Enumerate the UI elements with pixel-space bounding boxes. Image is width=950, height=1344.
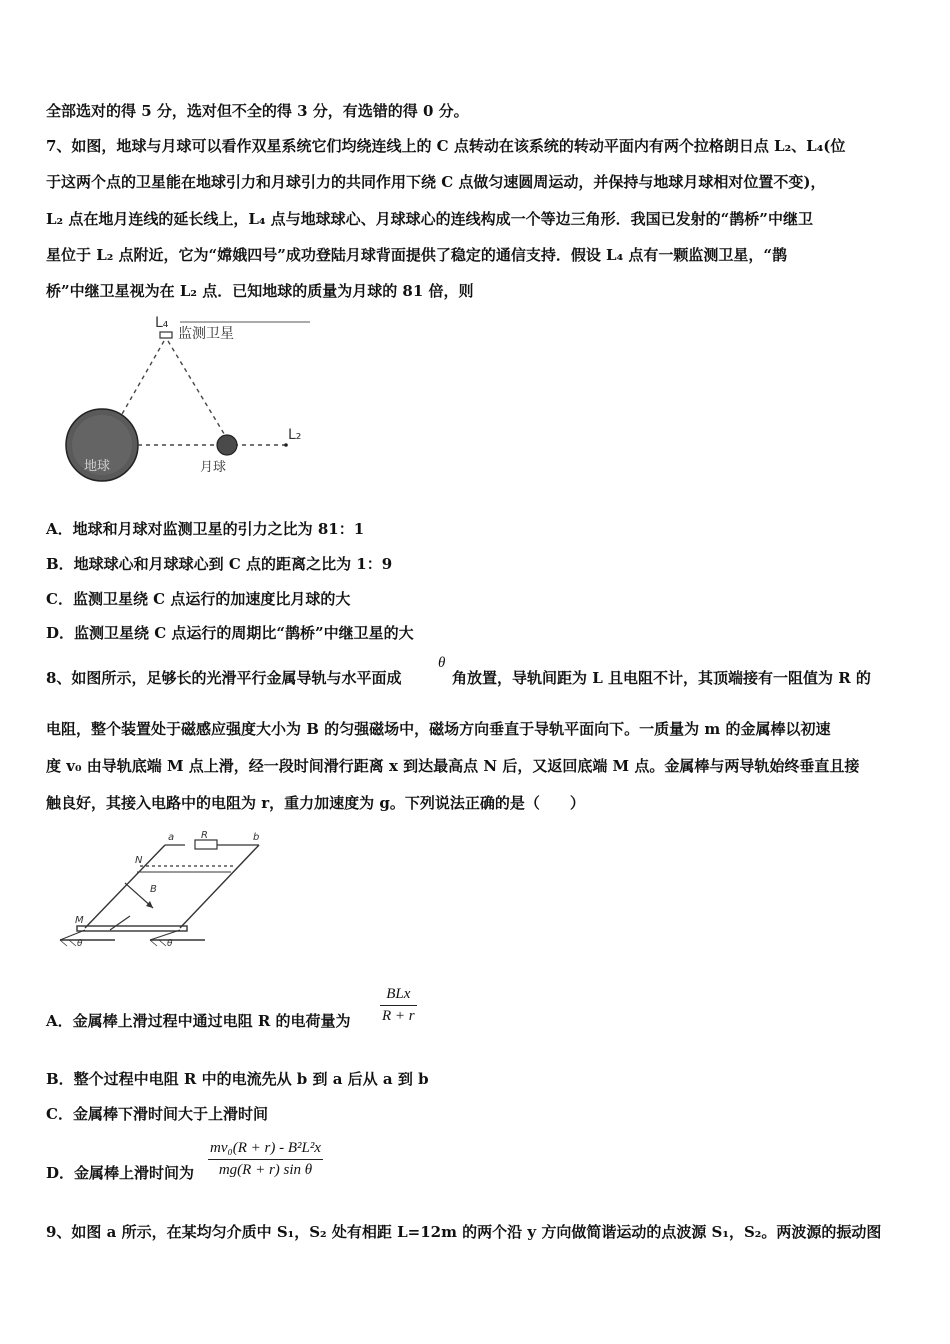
q7-text-line-4: 星位于 L₂ 点附近，它为“嫦娥四号”成功登陆月球背面提供了稳定的通信支持．假设 L₄ 点有一颗监测卫星，“鹊 [46, 246, 788, 264]
q8-option-a: A．金属棒上滑过程中通过电阻 R 的电荷量为 [46, 1012, 351, 1030]
moon-label: 月球 [200, 460, 227, 475]
inclined-rails-figure [55, 828, 280, 958]
satellite-icon [160, 332, 172, 338]
point-n-label: N [135, 855, 143, 866]
angle-theta-left: θ [77, 939, 83, 949]
monitor-satellite-label: 监测卫星 [178, 326, 234, 342]
q7-text-line-2: 于这两个点的卫星能在地球引力和月球引力的共同作用下绕 C 点做匀速圆周运动，并保持与地球月球相对位置不变)， [46, 173, 826, 191]
theta-symbol: θ [438, 655, 446, 671]
q7-option-c: C．监测卫星绕 C 点运行的加速度比月球的大 [46, 590, 351, 608]
q8-option-c: C．金属棒下滑时间大于上滑时间 [46, 1105, 268, 1123]
q8-text-line-1b: 角放置，导轨间距为 L 且电阻不计，其顶端接有一阻值为 R 的 [452, 669, 871, 687]
q8-text-line-2: 电阻，整个装置处于磁感应强度大小为 B 的匀强磁场中，磁场方向垂直于导轨平面向下。一质量为 m 的金属棒以初速 [46, 720, 831, 738]
q7-option-d: D．监测卫星绕 C 点运行的周期比“鹊桥”中继卫星的大 [46, 624, 414, 642]
scoring-rule-line: 全部选对的得 5 分，选对但不全的得 3 分，有选错的得 0 分。 [46, 102, 469, 120]
fraction-numerator: BLx [386, 986, 411, 1002]
q8-text-line-3: 度 v₀ 由导轨底端 M 点上滑，经一段时间滑行距离 x 到达最高点 N 后，又返回底端 M 点。金属棒与两导轨始终垂直且接 [46, 757, 860, 775]
resistor-symbol [195, 840, 217, 849]
q8-option-d: D．金属棒上滑时间为 [46, 1164, 195, 1182]
moon-circle [217, 435, 237, 455]
q8-option-b: B．整个过程中电阻 R 中的电流先从 b 到 a 后从 a 到 b [46, 1070, 429, 1088]
earth-label: 地球 [84, 459, 111, 474]
fraction-denominator: R + r [382, 1008, 415, 1024]
q7-text-line-5: 桥”中继卫星视为在 L₂ 点．已知地球的质量为月球的 81 倍，则 [46, 282, 474, 300]
q8-option-d-fraction [208, 1140, 323, 1179]
fraction-numerator: mv₀(R + r) - B²L²x [210, 1140, 321, 1156]
metal-rod [77, 926, 187, 931]
point-m-label: M [75, 915, 84, 926]
q7-option-b: B．地球球心和月球球心到 C 点的距离之比为 1：9 [46, 555, 393, 573]
q8-text-line-4: 触良好，其接入电路中的电阻为 r，重力加速度为 g。下列说法正确的是（ ） [46, 794, 585, 812]
field-b-label: B [150, 884, 157, 895]
q7-option-a: A．地球和月球对监测卫星的引力之比为 81：1 [46, 520, 365, 538]
fraction-denominator: mg(R + r) sin θ [218, 1162, 313, 1178]
q9-text-line-1: 9、如图 a 所示，在某均匀介质中 S₁，S₂ 处有相距 L=12m 的两个沿 y 方向做简谐运动的点波源 S₁，S₂。两波源的振动图 [46, 1223, 882, 1241]
earth-moon-figure [60, 305, 320, 485]
angle-theta-right: θ [167, 939, 173, 949]
l2-label: L₂ [288, 427, 302, 443]
terminal-b-label: b [253, 832, 260, 843]
terminal-a-label: a [168, 832, 175, 843]
q8-text-line-1a: 8、如图所示，足够长的光滑平行金属导轨与水平面成 [46, 669, 402, 687]
resistor-label: R [201, 830, 208, 841]
q7-text-line-3: L₂ 点在地月连线的延长线上，L₄ 点与地球球心、月球球心的连线构成一个等边三角形．我国已发射的“鹊桥”中继卫 [46, 210, 813, 228]
l4-label: L₄ [155, 315, 169, 331]
q7-text-line-1: 7、如图，地球与月球可以看作双星系统它们均绕连线上的 C 点转动在该系统的转动平面内有两个拉格朗日点 L₂、L₄(位 [46, 137, 846, 155]
q8-option-a-fraction [380, 986, 417, 1025]
